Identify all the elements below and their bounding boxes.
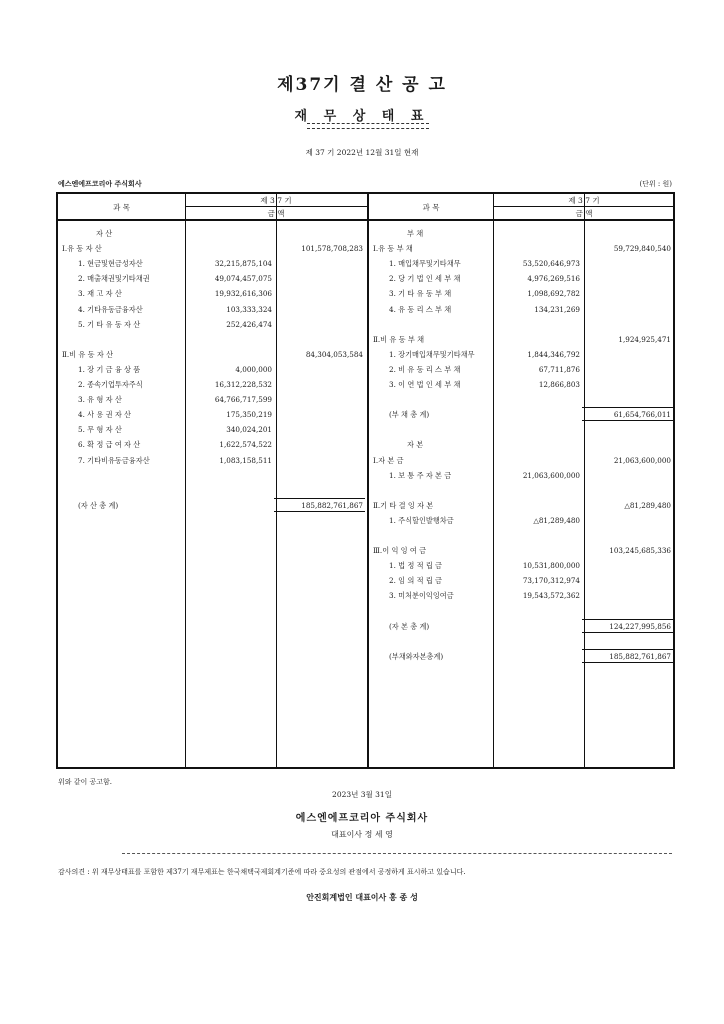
- row-amount: 19,543,572,362: [522, 591, 580, 601]
- row-label: 3. 미처분이익잉여금: [389, 591, 454, 601]
- header-amount-right: 금 액: [575, 209, 593, 218]
- row-label: 1. 장기매입채무및기타채무: [389, 349, 475, 359]
- row-label: 3. 유 형 자 산: [78, 395, 122, 405]
- row-label: 2. 임 의 적 립 금: [389, 576, 442, 586]
- table-row: [58, 393, 673, 406]
- signer-company: 에스엔에프코리아 주식회사: [295, 813, 429, 824]
- total-box: [582, 619, 673, 633]
- row-total: 185,882,761,867: [609, 651, 671, 661]
- row-label: 1. 장 기 금 융 상 품: [78, 364, 141, 374]
- row-amount: 67,711,876: [538, 364, 580, 374]
- auditor-name: 안진회계법인 대표이사 홍 종 성: [306, 892, 418, 902]
- row-label: 1. 보 통 주 자 본 금: [389, 470, 452, 480]
- balance-sheet-table: [56, 192, 675, 769]
- row-label: 5. 무 형 자 산: [78, 425, 122, 435]
- table-row: [58, 589, 673, 602]
- table-row: [58, 620, 673, 633]
- row-amount: 12,866,803: [538, 380, 580, 389]
- row-amount: 4,976,269,516: [527, 274, 580, 284]
- row-label: 5. 기 타 유 동 자 산: [78, 319, 141, 329]
- header-amount-left: 금 액: [267, 209, 285, 218]
- row-amount: △81,289,480: [533, 515, 580, 525]
- table-row: [58, 529, 673, 542]
- table-row: [58, 257, 673, 270]
- row-amount: 64,766,717,599: [214, 395, 272, 405]
- row-total: 1,924,925,471: [618, 334, 671, 344]
- row-label: Ⅱ.기 타 결 잉 자 본: [373, 500, 434, 510]
- row-amount: 1,622,574,522: [219, 440, 272, 450]
- row-total: 84,304,053,584: [305, 349, 363, 359]
- table-row: [58, 635, 673, 648]
- row-label: 1. 현금및현금성자산: [78, 259, 143, 269]
- table-row: [58, 348, 673, 361]
- header-subline-right: [493, 206, 675, 207]
- row-amount: 340,024,201: [226, 425, 272, 435]
- table-row: [58, 514, 673, 527]
- row-total: △81,289,480: [624, 500, 671, 510]
- table-row: [58, 423, 673, 436]
- header-period-left: 제 3 7 기: [260, 196, 292, 205]
- table-row: [58, 242, 673, 255]
- row-label: 2. 비 유 동 리 스 부 채: [389, 364, 461, 374]
- row-label: Ⅱ.비 유 동 부 채: [373, 334, 425, 344]
- table-row: [58, 318, 673, 331]
- row-amount: 1,083,158,511: [219, 455, 272, 465]
- table-row: [58, 559, 673, 572]
- table-row: [58, 408, 673, 421]
- row-total: 59,729,840,540: [613, 244, 671, 254]
- row-label: 4. 기타유동금융자산: [78, 304, 143, 314]
- row-amount: 53,520,646,973: [522, 259, 580, 269]
- row-label: (부 채 총 계): [389, 410, 430, 420]
- table-row: [58, 363, 673, 376]
- row-label: (자 본 총 계): [389, 621, 430, 631]
- row-amount: 10,531,800,000: [522, 561, 580, 571]
- title-underline: [307, 123, 429, 129]
- total-box: [582, 407, 673, 421]
- row-amount: 73,170,312,974: [522, 576, 580, 586]
- row-amount: 1,098,692,782: [527, 289, 580, 299]
- row-label: Ⅱ.비 유 동 자 산: [62, 349, 114, 359]
- notice-title: 제37기 결 산 공 고: [277, 75, 447, 95]
- company-name-top: 에스엔에프코리아 주식회사: [58, 179, 142, 188]
- row-amount: 1,844,346,792: [527, 349, 580, 359]
- notice-date: 2023년 3월 31일: [332, 790, 392, 799]
- row-total: 21,063,600,000: [613, 455, 671, 465]
- signer-ceo: 대표이사 정 세 영: [331, 830, 393, 839]
- row-amount: 16,312,228,532: [214, 380, 272, 389]
- header-period-right: 제 3 7 기: [568, 196, 600, 205]
- row-label: Ⅰ.자 본 금: [373, 455, 404, 465]
- total-box: [582, 649, 673, 663]
- table-row: [58, 484, 673, 497]
- row-label: 3. 이 연 법 인 세 부 채: [389, 380, 461, 389]
- table-row: [58, 272, 673, 285]
- table-row: [58, 303, 673, 316]
- header-subline-left: [185, 206, 367, 207]
- table-row: [58, 287, 673, 300]
- row-amount: 32,215,875,104: [214, 259, 272, 269]
- table-row: [58, 378, 673, 391]
- row-total: 101,578,708,283: [301, 244, 363, 254]
- row-label: 6. 확 정 급 여 자 산: [78, 440, 141, 450]
- row-label: 3. 기 타 유 동 부 채: [389, 289, 452, 299]
- row-amount: 21,063,600,000: [522, 470, 580, 480]
- table-row: [58, 227, 673, 240]
- table-row: [58, 333, 673, 346]
- row-amount: 4,000,000: [235, 364, 272, 374]
- row-amount: 175,350,219: [226, 410, 272, 420]
- row-label: 3. 재 고 자 산: [78, 289, 122, 299]
- unit-label: (단위 : 원): [639, 180, 672, 188]
- table-row: [58, 605, 673, 618]
- row-amount: 19,932,616,306: [214, 289, 272, 299]
- row-label: 부 채: [407, 229, 424, 238]
- row-total: 185,882,761,867: [301, 500, 363, 510]
- table-row: [58, 438, 673, 451]
- dashed-divider: [122, 853, 672, 854]
- row-label: 2. 종속기업투자주식: [78, 380, 143, 389]
- row-total: 124,227,995,856: [609, 621, 671, 631]
- row-amount: 49,074,457,075: [214, 274, 272, 284]
- row-label: Ⅰ.유 동 자 산: [62, 244, 102, 254]
- audit-opinion: 감사의견 : 위 재무상태표를 포함한 제37기 재무제표는 한국채택국제회계기준에 따라 중요성의 관점에서 공정하게 표시하고 있습니다.: [58, 868, 466, 876]
- header-item-left: 과 목: [113, 203, 130, 212]
- table-row: [58, 574, 673, 587]
- row-label: 자 본: [407, 440, 424, 450]
- table-row: [58, 544, 673, 557]
- row-label: 7. 기타비유동금융자산: [78, 455, 150, 465]
- row-label: 2. 매출채권및기타채권: [78, 274, 150, 284]
- table-row: [58, 650, 673, 663]
- row-label: 2. 당 기 법 인 세 부 채: [389, 274, 461, 284]
- row-amount: 134,231,269: [534, 304, 580, 314]
- row-label: Ⅰ.유 동 부 채: [373, 244, 413, 254]
- row-label: Ⅲ.이 익 잉 여 금: [373, 546, 427, 556]
- row-label: 4. 유 동 리 스 부 채: [389, 304, 452, 314]
- row-amount: 103,333,324: [226, 304, 272, 314]
- period-line: 제 37 기 2022년 12월 31일 현재: [305, 148, 419, 157]
- table-row: [58, 454, 673, 467]
- header-item-right: 과 목: [422, 203, 440, 212]
- row-label: 1. 매입채무및기타채무: [389, 259, 461, 269]
- closing-text: 위와 같이 공고함.: [58, 778, 113, 786]
- row-total: 103,245,685,336: [609, 546, 671, 556]
- table-row: [58, 469, 673, 482]
- row-total: 61,654,766,011: [613, 410, 671, 420]
- table-row: [58, 499, 673, 512]
- header-bottom-line: [58, 219, 673, 221]
- row-label: 4. 사 용 권 자 산: [78, 410, 131, 420]
- row-label: (자 산 총 계): [78, 500, 119, 510]
- row-label: 자 산: [96, 229, 113, 238]
- row-label: (부채와자본총계): [389, 651, 444, 661]
- statement-title: 재 무 상 태 표: [294, 109, 430, 124]
- row-label: 1. 주식할인발행차금: [389, 515, 454, 525]
- row-amount: 252,426,474: [226, 319, 272, 329]
- row-label: 1. 법 정 적 립 금: [389, 561, 442, 571]
